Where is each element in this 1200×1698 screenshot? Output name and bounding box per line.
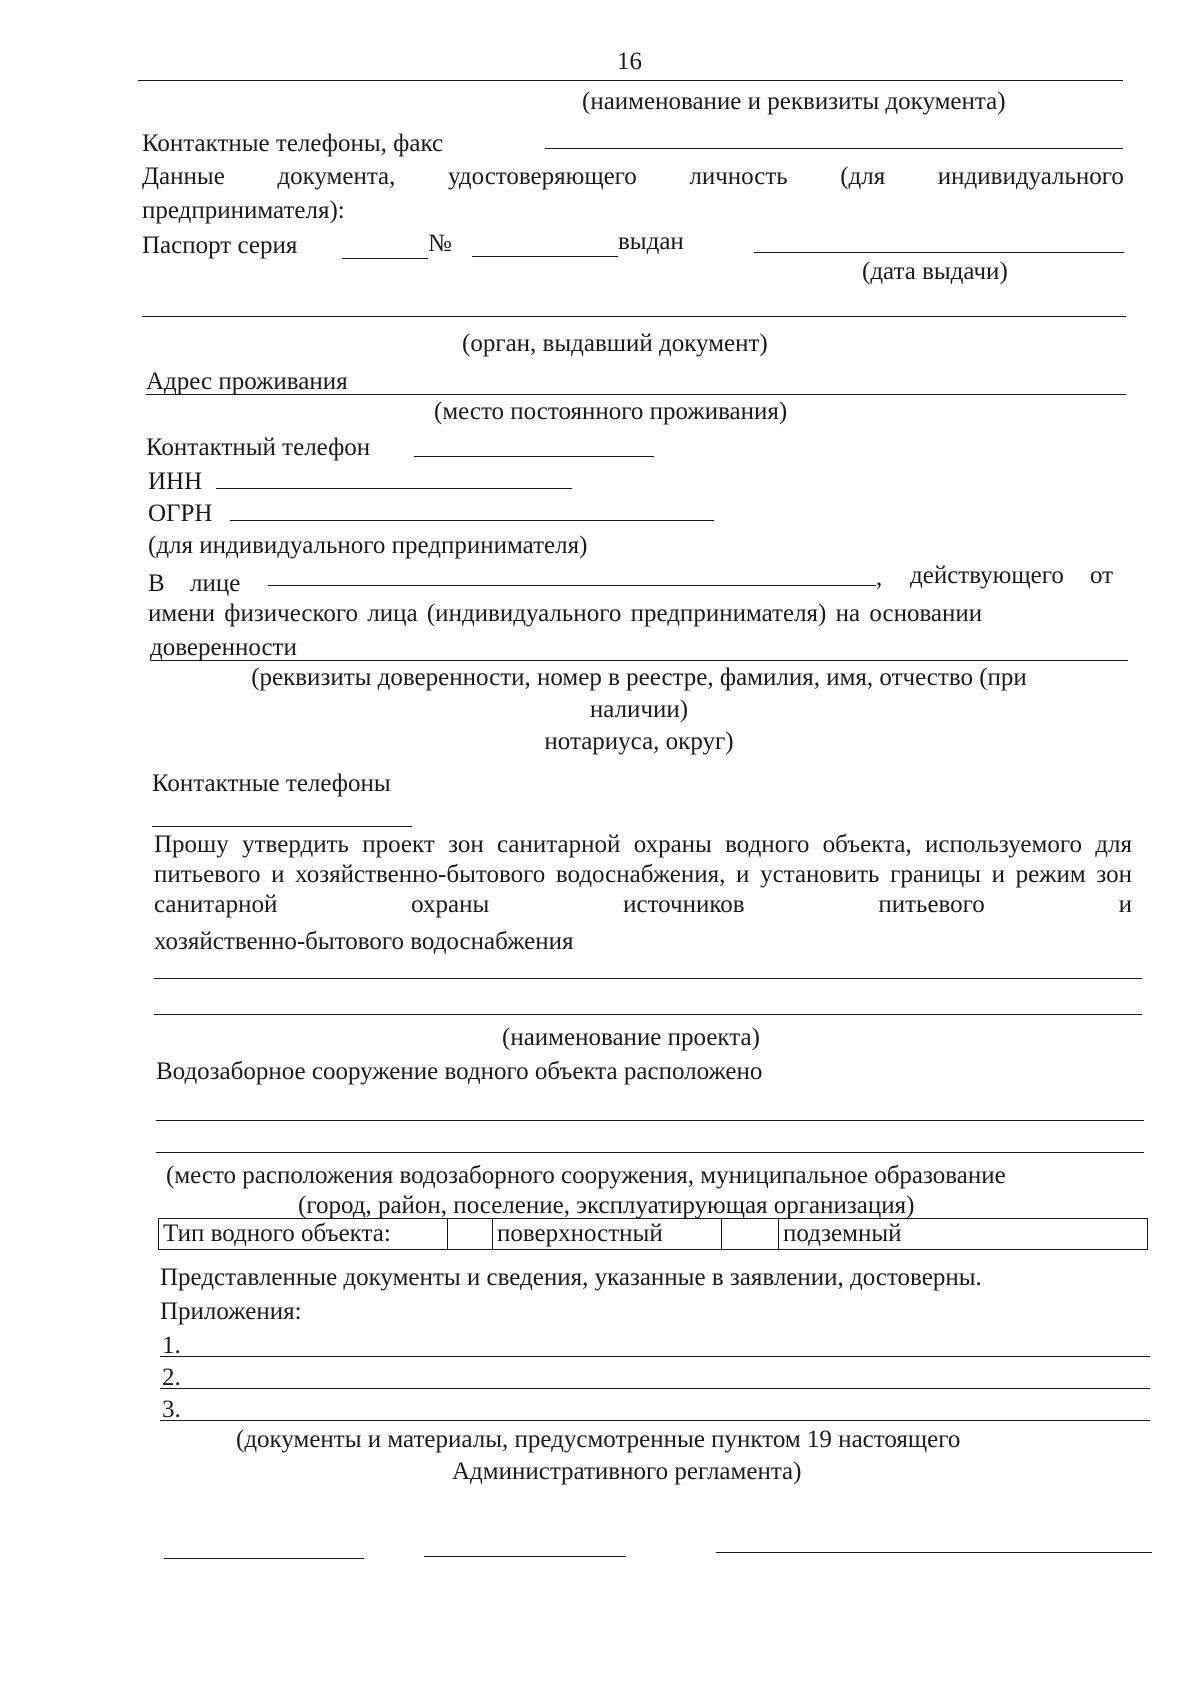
request-paragraph: Прошу утвердить проект зон санитарной охраны водного объекта, используемого для питьевого и хозяйственно-бытового водоснабжения, и установить границы и режим зон санитарной охраны источников питьевого и xyxy=(154,831,1132,918)
representative-field[interactable] xyxy=(268,585,876,586)
id-word: (для xyxy=(840,163,886,190)
residence-label: Адрес проживания xyxy=(146,368,348,395)
inn-field[interactable] xyxy=(216,488,572,489)
passport-issued-label: выдан xyxy=(618,228,684,255)
contact-phone-label: Контактный телефон xyxy=(146,434,371,461)
attachment-number-3: 3. xyxy=(162,1396,181,1423)
underground-checkbox[interactable] xyxy=(722,1219,779,1250)
water-type-label: Тип водного объекта: xyxy=(159,1219,448,1250)
inn-label: ИНН xyxy=(148,468,203,495)
surface-option: поверхностный xyxy=(493,1219,722,1250)
passport-number-field[interactable] xyxy=(472,256,618,257)
id-word: индивидуального xyxy=(937,163,1124,190)
id-word: личность xyxy=(689,163,788,190)
signature-field[interactable] xyxy=(424,1556,626,1557)
contact-phones-fax-field[interactable] xyxy=(545,148,1123,149)
full-name-field[interactable] xyxy=(716,1552,1152,1553)
contact-phone-field[interactable] xyxy=(414,456,654,457)
document-name-caption: (наименование и реквизиты документа) xyxy=(582,88,1006,115)
attachment-field-1[interactable] xyxy=(160,1356,1150,1357)
attachments-label: Приложения: xyxy=(160,1298,302,1325)
residence-caption: (место постоянного проживания) xyxy=(434,398,788,425)
attachment-number-2: 2. xyxy=(162,1364,181,1391)
power-of-attorney-field[interactable] xyxy=(150,660,1128,661)
intake-location-caption-2: (город, район, поселение, эксплуатирующая организация) xyxy=(298,1192,915,1219)
id-word: документа, xyxy=(277,163,396,190)
passport-number-sign: № xyxy=(428,230,452,257)
id-word: удостоверяющего xyxy=(447,163,637,190)
attachment-number-1: 1. xyxy=(162,1332,181,1359)
attachments-caption-1: (документы и материалы, предусмотренные пунктом 19 настоящего xyxy=(236,1426,961,1453)
in-person-word: В xyxy=(148,570,165,597)
issuing-authority-caption: (орган, выдавший документ) xyxy=(462,330,768,357)
attachment-field-2[interactable] xyxy=(160,1388,1150,1389)
id-document-line-2: предпринимателя): xyxy=(142,197,345,224)
individual-entrepreneur-note: (для индивидуального предпринимателя) xyxy=(148,532,588,559)
id-document-line xyxy=(142,163,1124,191)
in-person-word: лице xyxy=(190,570,241,597)
request-last-line: хозяйственно-бытового водоснабжения xyxy=(154,928,574,955)
issuing-authority-field[interactable] xyxy=(142,316,1126,317)
acting-comma: , xyxy=(876,564,883,591)
acting-word: действующего xyxy=(910,562,1064,589)
intake-location-field-1[interactable] xyxy=(156,1120,1144,1121)
date-field[interactable] xyxy=(164,1558,364,1559)
id-word: Данные xyxy=(142,163,225,190)
poa-caption-3: нотариуса, округ) xyxy=(544,728,734,755)
project-name-field-2[interactable] xyxy=(154,1014,1142,1015)
issue-date-caption: (дата выдачи) xyxy=(862,258,1008,285)
behalf-line: имени физического лица (индивидуального предпринимателя) на основании xyxy=(148,600,983,627)
ogrn-field[interactable] xyxy=(230,520,714,521)
acting-word: от xyxy=(1090,562,1114,589)
water-object-type-table xyxy=(158,1218,1148,1250)
poa-caption-2: наличии) xyxy=(589,696,689,723)
underground-option: подземный xyxy=(779,1219,1148,1250)
ogrn-label: ОГРН xyxy=(148,500,213,527)
residence-field[interactable] xyxy=(146,394,1126,395)
page-number: 16 xyxy=(617,48,642,75)
intake-location-caption-1: (место расположения водозаборного сооружения, муниципальное образование xyxy=(166,1162,1006,1189)
poa-caption-1: (реквизиты доверенности, номер в реестре, фамилия, имя, отчество (при xyxy=(251,664,1027,691)
passport-issue-date-field[interactable] xyxy=(754,252,1124,253)
contact-phones-field[interactable] xyxy=(152,826,412,827)
project-name-caption: (наименование проекта) xyxy=(502,1024,760,1051)
contact-phones-fax-label: Контактные телефоны, факс xyxy=(142,130,444,157)
surface-checkbox[interactable] xyxy=(448,1219,493,1250)
intake-location-label: Водозаборное сооружение водного объекта расположено xyxy=(156,1058,763,1085)
attachments-caption-2: Административного регламента) xyxy=(452,1458,802,1485)
passport-series-label: Паспорт серия xyxy=(142,232,298,259)
document-name-line[interactable] xyxy=(138,80,1123,81)
attachment-field-3[interactable] xyxy=(160,1420,1150,1421)
project-name-field-1[interactable] xyxy=(154,978,1142,979)
intake-location-field-2[interactable] xyxy=(156,1152,1144,1153)
reliability-statement: Представленные документы и сведения, указанные в заявлении, достоверны. xyxy=(160,1264,982,1291)
power-of-attorney-label: доверенности xyxy=(150,634,297,661)
passport-series-field[interactable] xyxy=(342,258,428,259)
contact-phones-label: Контактные телефоны xyxy=(152,770,391,797)
